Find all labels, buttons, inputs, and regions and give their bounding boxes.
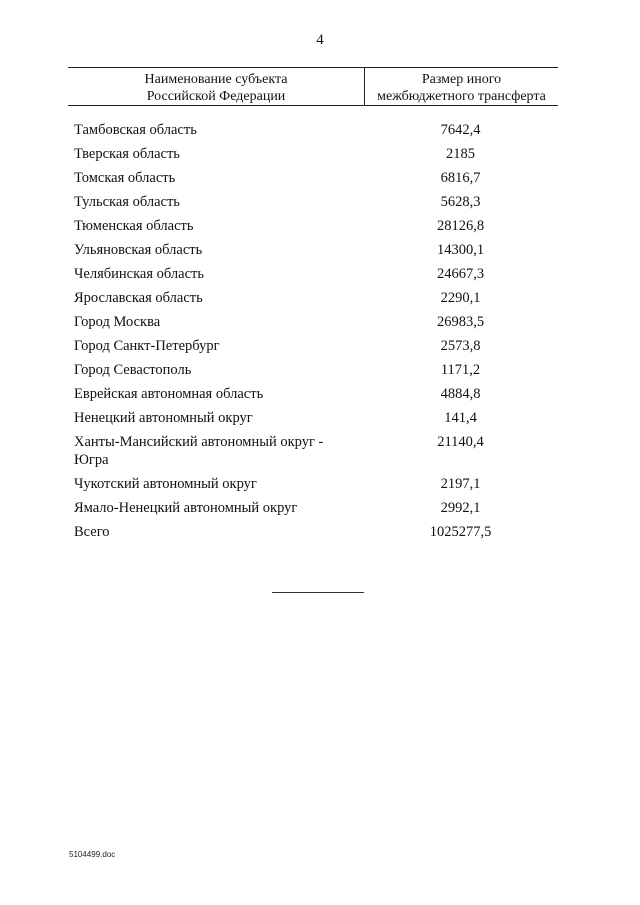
transfer-amount: 4884,8 <box>440 386 481 402</box>
region-name: Тверская область <box>74 146 180 162</box>
header-name-line2: Российской Федерации <box>146 89 286 104</box>
transfer-amount: 1025277,5 <box>429 524 492 540</box>
table-row <box>74 310 558 334</box>
table-row <box>74 406 558 430</box>
region-name: Ханты-Мансийский автономный округ - Югра <box>74 434 324 468</box>
region-name: Томская область <box>74 170 176 186</box>
header-value-column <box>365 71 558 105</box>
table-row <box>74 118 558 142</box>
region-name: Ямало-Ненецкий автономный округ <box>74 500 298 516</box>
footer-file-name: 5104499.doc <box>69 850 116 859</box>
transfer-amount: 2197,1 <box>440 476 481 492</box>
region-name: Ненецкий автономный округ <box>74 410 253 426</box>
region-name: Город Москва <box>74 314 161 330</box>
table-row <box>74 214 558 238</box>
region-name: Тюменская область <box>74 218 194 234</box>
transfer-amount: 21140,4 <box>437 434 484 450</box>
table-row <box>74 472 558 496</box>
transfer-amount: 1171,2 <box>440 362 481 378</box>
transfer-amount: 5628,3 <box>440 194 481 210</box>
region-name: Город Севастополь <box>74 362 192 378</box>
region-name: Чукотский автономный округ <box>74 476 257 492</box>
region-name: Ульяновская область <box>74 242 203 258</box>
table-row <box>74 142 558 166</box>
transfer-amount: 6816,7 <box>440 170 481 186</box>
transfer-amount: 14300,1 <box>436 242 485 258</box>
table-row <box>74 358 558 382</box>
header-value-line2: межбюджетного трансферта <box>377 89 546 104</box>
table-row <box>74 190 558 214</box>
region-name: Тамбовская область <box>74 122 197 138</box>
table-row <box>74 430 558 472</box>
region-name: Челябинская область <box>74 266 204 282</box>
region-name: Всего <box>74 524 110 540</box>
transfer-amount: 2290,1 <box>440 290 481 306</box>
table-row <box>74 520 558 544</box>
transfer-amount: 2185 <box>446 146 475 162</box>
header-name-column <box>68 71 364 105</box>
region-name: Ярославская область <box>74 290 203 306</box>
header-name-line1: Наименование субъекта <box>144 72 288 87</box>
table-row <box>74 334 558 358</box>
transfer-amount: 2573,8 <box>440 338 481 354</box>
table-row <box>74 496 558 520</box>
table-row <box>74 238 558 262</box>
header-value-line1: Размер иного <box>421 72 502 87</box>
region-name: Тульская область <box>74 194 180 210</box>
table-row <box>74 262 558 286</box>
table-row <box>74 382 558 406</box>
transfer-amount: 2992,1 <box>440 500 481 516</box>
table-row <box>74 286 558 310</box>
table-body <box>74 118 558 544</box>
page-number: 4 <box>316 32 324 48</box>
transfer-amount: 24667,3 <box>436 266 485 282</box>
region-name: Город Санкт-Петербург <box>74 338 220 354</box>
transfer-amount: 26983,5 <box>436 314 485 330</box>
transfer-amount: 28126,8 <box>436 218 485 234</box>
table-row <box>74 166 558 190</box>
end-rule <box>272 592 364 593</box>
table-header <box>68 67 558 106</box>
region-name: Еврейская автономная область <box>74 386 264 402</box>
transfer-amount: 7642,4 <box>440 122 481 138</box>
transfer-amount: 141,4 <box>444 410 477 426</box>
